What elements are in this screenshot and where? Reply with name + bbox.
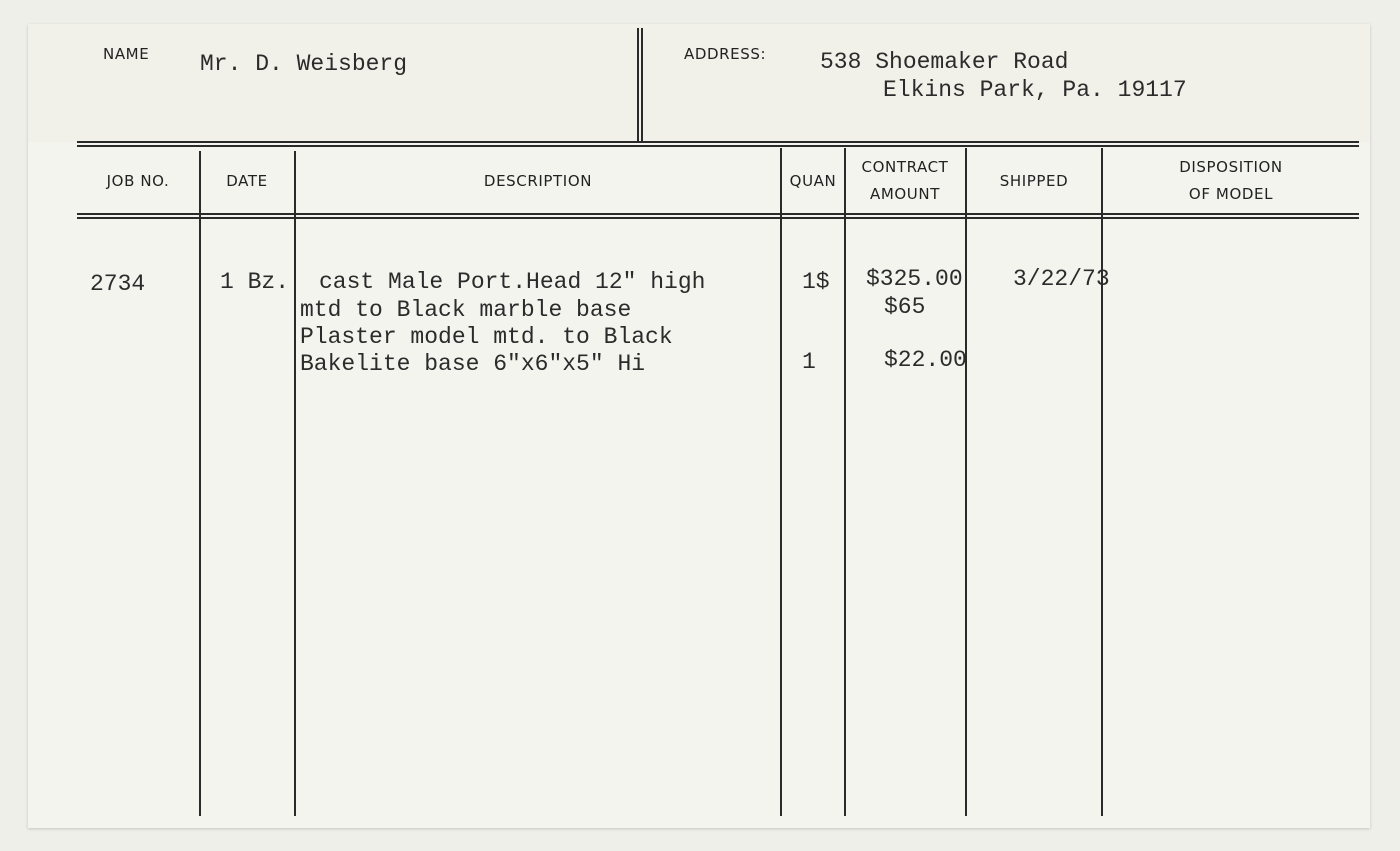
header-divider-right — [641, 28, 643, 143]
col-divider-6 — [1101, 148, 1103, 816]
row-shipped: 3/22/73 — [1013, 266, 1110, 292]
row-amount-1: $325.00 — [866, 266, 963, 292]
column-rule-top — [77, 213, 1359, 215]
row-amount-1b: $65 — [884, 294, 926, 320]
col-divider-4 — [844, 148, 846, 816]
col-divider-1 — [199, 151, 201, 816]
col-disposition-line2: OF MODEL — [1188, 185, 1274, 203]
address-line-2: Elkins Park, Pa. 19117 — [883, 77, 1187, 103]
name-label: NAME — [103, 45, 150, 63]
col-divider-5 — [965, 148, 967, 816]
col-disposition-line1: DISPOSITION — [1179, 158, 1283, 176]
record-card — [28, 24, 1370, 828]
row-job-no: 2734 — [90, 271, 146, 297]
col-divider-2 — [294, 151, 296, 816]
col-job-no: JOB NO. — [106, 172, 170, 190]
row-amount-2: $22.00 — [884, 347, 967, 373]
col-divider-3 — [780, 148, 782, 816]
address-line-1: 538 Shoemaker Road — [820, 49, 1069, 75]
column-rule-bottom — [77, 217, 1359, 219]
col-quan: QUAN — [789, 172, 837, 190]
header-divider-left — [637, 28, 639, 143]
name-value: Mr. D. Weisberg — [200, 51, 408, 77]
row-description-line-1: cast Male Port.Head 12" high — [319, 269, 706, 295]
col-contract-line1: CONTRACT — [861, 158, 949, 176]
header-rule-top — [77, 141, 1359, 143]
col-shipped: SHIPPED — [999, 172, 1069, 190]
row-quan-1: 1$ — [802, 269, 830, 295]
col-contract-line2: AMOUNT — [870, 185, 940, 203]
col-description: DESCRIPTION — [483, 172, 593, 190]
address-label: ADDRESS: — [684, 45, 767, 63]
header-rule-bottom — [77, 145, 1359, 147]
row-quan-2: 1 — [802, 349, 816, 375]
row-description-line-2: mtd to Black marble base — [300, 297, 632, 323]
row-date: 1 Bz. — [220, 269, 290, 295]
col-date: DATE — [226, 172, 268, 190]
row-description-line-4: Bakelite base 6"x6"x5" Hi — [300, 351, 646, 377]
row-description-line-3: Plaster model mtd. to Black — [300, 324, 673, 350]
